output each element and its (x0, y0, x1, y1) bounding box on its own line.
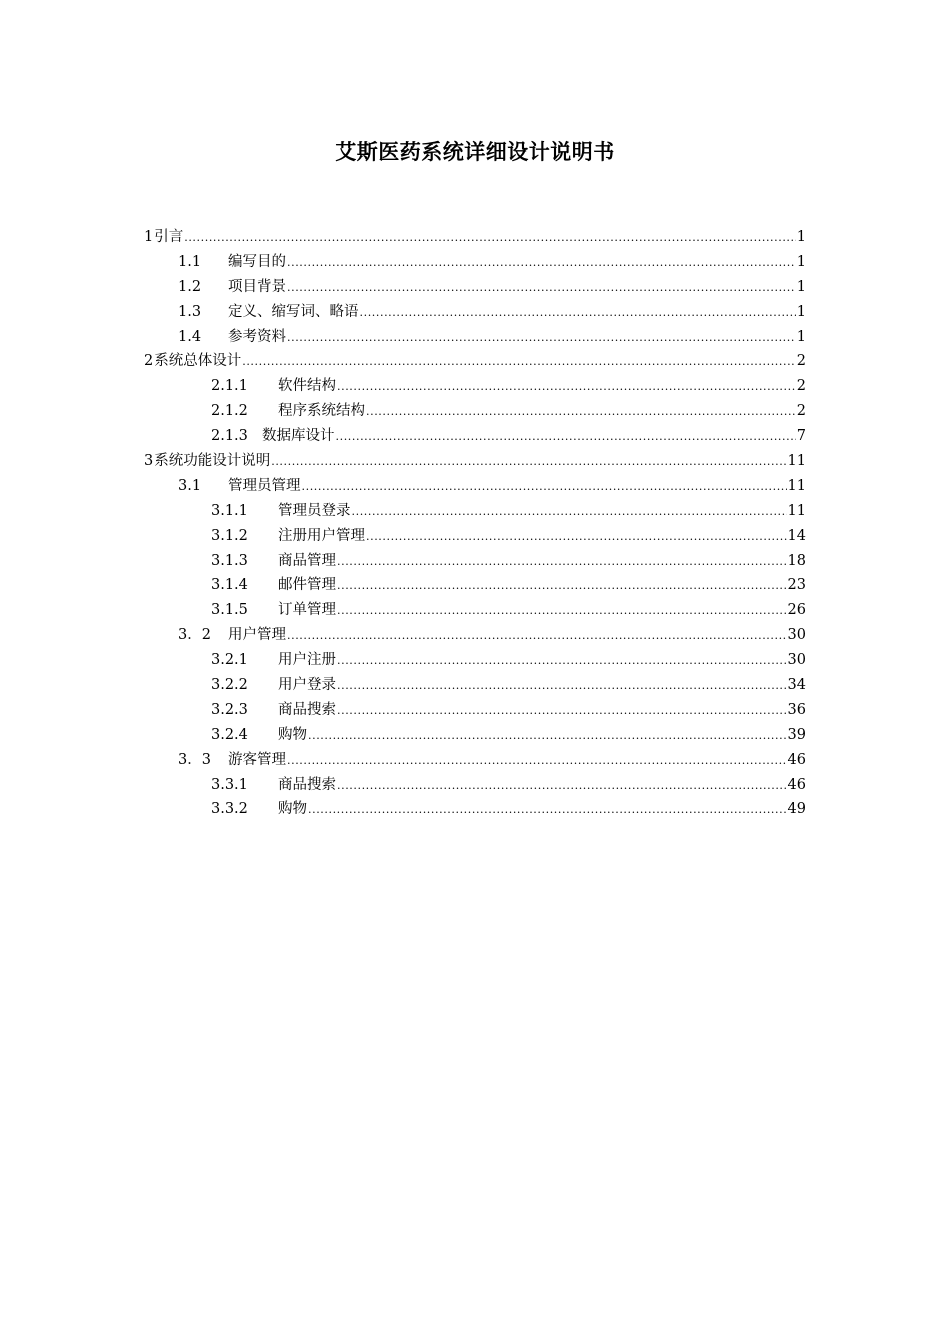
toc-entry-page-number: 1 (796, 253, 806, 270)
toc-entry-number: 3.1.2 (211, 527, 248, 544)
toc-entry-page-number: 49 (787, 801, 806, 818)
toc-entry[interactable] (144, 474, 806, 499)
toc-entry[interactable] (144, 399, 806, 424)
toc-entry[interactable] (144, 723, 806, 748)
toc-entry-number: 3．3 (178, 751, 211, 768)
toc-entry-number: 3.2.3 (211, 701, 248, 718)
toc-entry-number: 2 (144, 353, 154, 370)
toc-dot-leader (337, 375, 796, 400)
toc-entry[interactable] (144, 225, 806, 250)
toc-dot-leader (242, 350, 796, 375)
toc-entry-label: 数据库设计 (262, 428, 335, 445)
toc-entry-page-number: 26 (787, 602, 806, 619)
toc-dot-leader (308, 724, 787, 749)
toc-entry[interactable] (144, 424, 806, 449)
toc-dot-leader (184, 226, 796, 251)
toc-dot-leader (287, 749, 787, 774)
toc-entry-page-number: 30 (787, 627, 806, 644)
toc-entry-label: 商品管理 (278, 552, 336, 569)
toc-entry-number: 3．2 (178, 627, 211, 644)
toc-entry[interactable] (144, 648, 806, 673)
toc-entry-page-number: 30 (787, 652, 806, 669)
toc-dot-leader (337, 574, 787, 599)
toc-entry-page-number: 7 (796, 428, 806, 445)
toc-entry-label: 参考资料 (228, 328, 286, 345)
toc-entry-label: 用户登录 (278, 677, 336, 694)
table-of-contents (144, 225, 806, 822)
toc-entry-number: 3.3.2 (211, 801, 248, 818)
toc-entry[interactable] (144, 797, 806, 822)
toc-entry-number: 3.2.4 (211, 726, 248, 743)
toc-dot-leader (366, 525, 787, 550)
toc-entry-number: 2.1.3 (211, 428, 248, 445)
toc-entry[interactable] (144, 275, 806, 300)
toc-entry[interactable] (144, 698, 806, 723)
toc-entry[interactable] (144, 748, 806, 773)
toc-entry-page-number: 14 (787, 527, 806, 544)
toc-entry-number: 2.1.2 (211, 403, 248, 420)
toc-entry-number: 3 (144, 453, 154, 470)
toc-dot-leader (337, 550, 787, 575)
toc-entry-page-number: 34 (787, 677, 806, 694)
toc-dot-leader (360, 301, 796, 326)
toc-entry-number: 1.4 (178, 328, 202, 345)
toc-entry-label: 管理员管理 (228, 477, 301, 494)
toc-dot-leader (366, 400, 796, 425)
toc-entry-label: 编写目的 (228, 253, 286, 270)
toc-dot-leader (271, 450, 786, 475)
toc-entry[interactable] (144, 499, 806, 524)
toc-entry-label: 项目背景 (228, 278, 286, 295)
toc-entry-page-number: 18 (787, 552, 806, 569)
toc-entry-page-number: 2 (796, 378, 806, 395)
toc-entry[interactable] (144, 449, 806, 474)
toc-entry[interactable] (144, 524, 806, 549)
toc-entry-number: 1.2 (178, 278, 202, 295)
toc-entry-label: 引言 (154, 229, 184, 245)
toc-dot-leader (287, 624, 787, 649)
document-title: 艾斯医药系统详细设计说明书 (335, 140, 615, 164)
toc-entry-label: 注册用户管理 (278, 527, 365, 544)
toc-entry-number: 1.3 (178, 303, 202, 320)
toc-entry[interactable] (144, 673, 806, 698)
toc-entry-label: 邮件管理 (278, 577, 336, 594)
toc-dot-leader (308, 798, 787, 823)
toc-entry[interactable] (144, 349, 806, 374)
toc-entry[interactable] (144, 300, 806, 325)
toc-entry-page-number: 23 (787, 577, 806, 594)
toc-entry-label: 订单管理 (278, 602, 336, 619)
toc-entry-label: 程序系统结构 (278, 403, 365, 420)
toc-dot-leader (337, 699, 787, 724)
toc-entry-page-number: 39 (787, 726, 806, 743)
toc-entry-label: 定义、缩写词、略语 (228, 303, 359, 320)
toc-entry-number: 3.2.1 (211, 652, 248, 669)
toc-dot-leader (287, 326, 796, 351)
toc-dot-leader (287, 276, 796, 301)
toc-dot-leader (337, 674, 787, 699)
toc-entry-page-number: 1 (796, 229, 806, 245)
toc-entry-number: 3.1 (178, 477, 202, 494)
toc-entry-page-number: 11 (787, 502, 806, 519)
toc-entry[interactable] (144, 573, 806, 598)
toc-entry-label: 系统总体设计 (154, 353, 242, 370)
toc-entry-number: 3.3.1 (211, 776, 248, 793)
toc-dot-leader (337, 774, 787, 799)
toc-entry-label: 管理员登录 (278, 502, 351, 519)
toc-entry-page-number: 11 (787, 453, 806, 470)
toc-entry[interactable] (144, 773, 806, 798)
toc-dot-leader (352, 500, 787, 525)
toc-entry-page-number: 11 (787, 477, 806, 494)
toc-entry-page-number: 1 (796, 278, 806, 295)
toc-entry-label: 用户注册 (278, 652, 336, 669)
toc-entry[interactable] (144, 325, 806, 350)
toc-entry-label: 商品搜索 (278, 701, 336, 718)
toc-dot-leader (336, 425, 796, 450)
toc-entry[interactable] (144, 549, 806, 574)
toc-entry[interactable] (144, 623, 806, 648)
toc-entry-page-number: 2 (796, 403, 806, 420)
toc-entry-label: 软件结构 (278, 378, 336, 395)
toc-entry-label: 用户管理 (228, 627, 286, 644)
toc-entry[interactable] (144, 374, 806, 399)
toc-dot-leader (302, 475, 787, 500)
toc-entry-label: 系统功能设计说明 (154, 453, 271, 470)
toc-dot-leader (287, 251, 796, 276)
toc-dot-leader (337, 599, 787, 624)
toc-entry-page-number: 1 (796, 303, 806, 320)
toc-entry[interactable] (144, 598, 806, 623)
toc-entry-number: 1.1 (178, 253, 202, 270)
toc-entry-page-number: 2 (796, 353, 806, 370)
toc-dot-leader (337, 649, 787, 674)
toc-entry-label: 购物 (278, 801, 307, 818)
toc-entry-label: 游客管理 (228, 751, 286, 768)
toc-entry-number: 3.1.3 (211, 552, 248, 569)
toc-entry-number: 2.1.1 (211, 378, 248, 395)
toc-entry-number: 3.1.1 (211, 502, 248, 519)
toc-entry-number: 3.1.4 (211, 577, 248, 594)
toc-entry-page-number: 1 (796, 328, 806, 345)
toc-entry-number: 3.2.2 (211, 677, 248, 694)
toc-entry-page-number: 46 (787, 751, 806, 768)
toc-entry-number: 1 (144, 229, 154, 245)
toc-entry-page-number: 36 (787, 701, 806, 718)
toc-entry-number: 3.1.5 (211, 602, 248, 619)
toc-entry-page-number: 46 (787, 776, 806, 793)
toc-entry-label: 购物 (278, 726, 307, 743)
toc-entry-label: 商品搜索 (278, 776, 336, 793)
toc-entry[interactable] (144, 250, 806, 275)
